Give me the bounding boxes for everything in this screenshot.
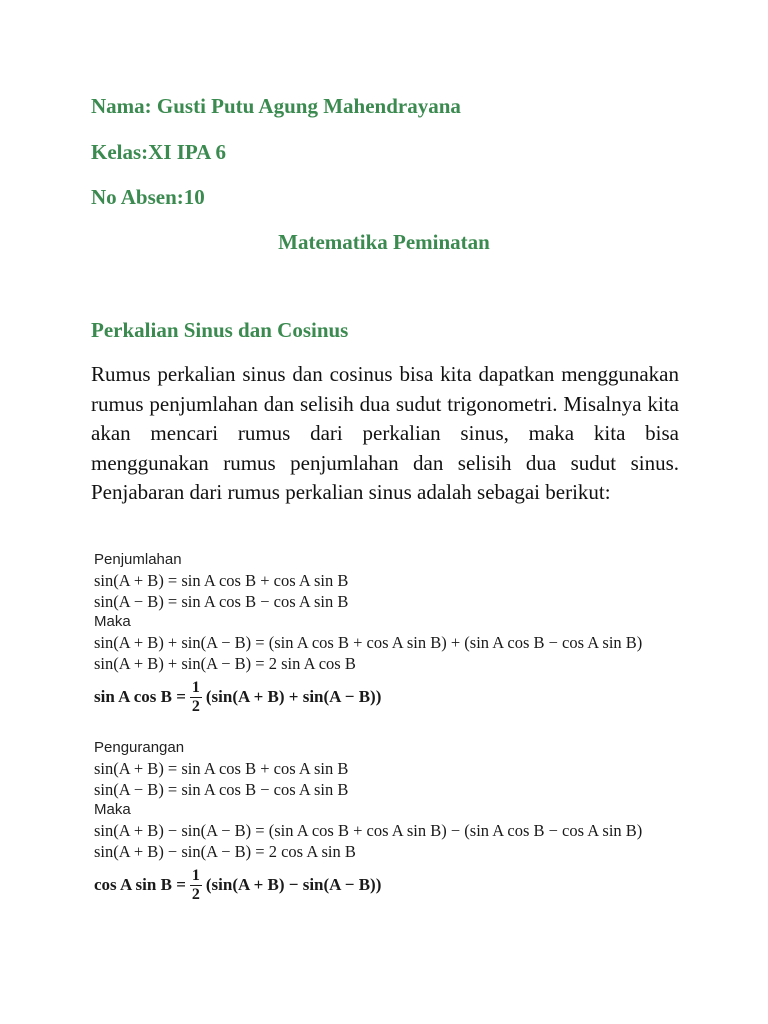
fraction-numerator: 1 bbox=[191, 678, 200, 696]
fraction-half bbox=[190, 679, 202, 716]
pengurangan-result-lhs: cos A sin B = bbox=[94, 875, 186, 894]
student-name: Nama: Gusti Putu Agung Mahendrayana bbox=[91, 94, 461, 118]
pengurangan-line-4: sin(A + B) − sin(A − B) = 2 cos A sin B bbox=[94, 842, 356, 861]
section-paragraph: Rumus perkalian sinus dan cosinus bisa kita dapatkan menggunakan rumus penjumlahan dan selisih dua sudut trigonometri. Misalnya kita akan mencari rumus dari perkalian sinus, maka kita bisa menggunakan rumus penjumlahan dan selisih dua sudut sinus. Penjabaran dari rumus perkalian sinus adalah sebagai berikut: bbox=[91, 362, 679, 504]
penjumlahan-result-lhs: sin A cos B = bbox=[94, 687, 186, 706]
penjumlahan-line-1: sin(A + B) = sin A cos B + cos A sin B bbox=[94, 571, 349, 590]
fraction-denominator: 2 bbox=[191, 885, 200, 903]
pengurangan-result-rhs: (sin(A + B) − sin(A − B)) bbox=[205, 875, 382, 894]
subject-title: Matematika Peminatan bbox=[278, 230, 490, 254]
penjumlahan-result-rhs: (sin(A + B) + sin(A − B)) bbox=[205, 687, 382, 706]
pengurangan-line-1: sin(A + B) = sin A cos B + cos A sin B bbox=[94, 759, 349, 778]
pengurangan-result bbox=[94, 862, 642, 908]
pengurangan-block bbox=[94, 738, 642, 908]
penjumlahan-maka: Maka bbox=[94, 613, 131, 630]
pengurangan-line-3: sin(A + B) − sin(A − B) = (sin A cos B + cos A sin B) − (sin A cos B − cos A sin B) bbox=[94, 821, 643, 840]
penjumlahan-line-2: sin(A − B) = sin A cos B − cos A sin B bbox=[94, 592, 349, 611]
student-number: No Absen:10 bbox=[91, 185, 205, 209]
penjumlahan-heading: Penjumlahan bbox=[94, 551, 182, 568]
fraction-half bbox=[190, 867, 202, 904]
penjumlahan-line-4: sin(A + B) + sin(A − B) = 2 sin A cos B bbox=[94, 654, 356, 673]
pengurangan-line-2: sin(A − B) = sin A cos B − cos A sin B bbox=[94, 780, 349, 799]
penjumlahan-result bbox=[94, 674, 642, 720]
pengurangan-heading: Pengurangan bbox=[94, 739, 185, 756]
fraction-numerator: 1 bbox=[191, 866, 200, 884]
penjumlahan-block bbox=[94, 550, 642, 720]
penjumlahan-line-3: sin(A + B) + sin(A − B) = (sin A cos B + cos A sin B) + (sin A cos B − cos A sin B) bbox=[94, 633, 643, 652]
pengurangan-maka: Maka bbox=[94, 801, 131, 818]
section-title: Perkalian Sinus dan Cosinus bbox=[91, 318, 349, 342]
fraction-denominator: 2 bbox=[191, 697, 200, 715]
student-class: Kelas:XI IPA 6 bbox=[91, 140, 226, 164]
